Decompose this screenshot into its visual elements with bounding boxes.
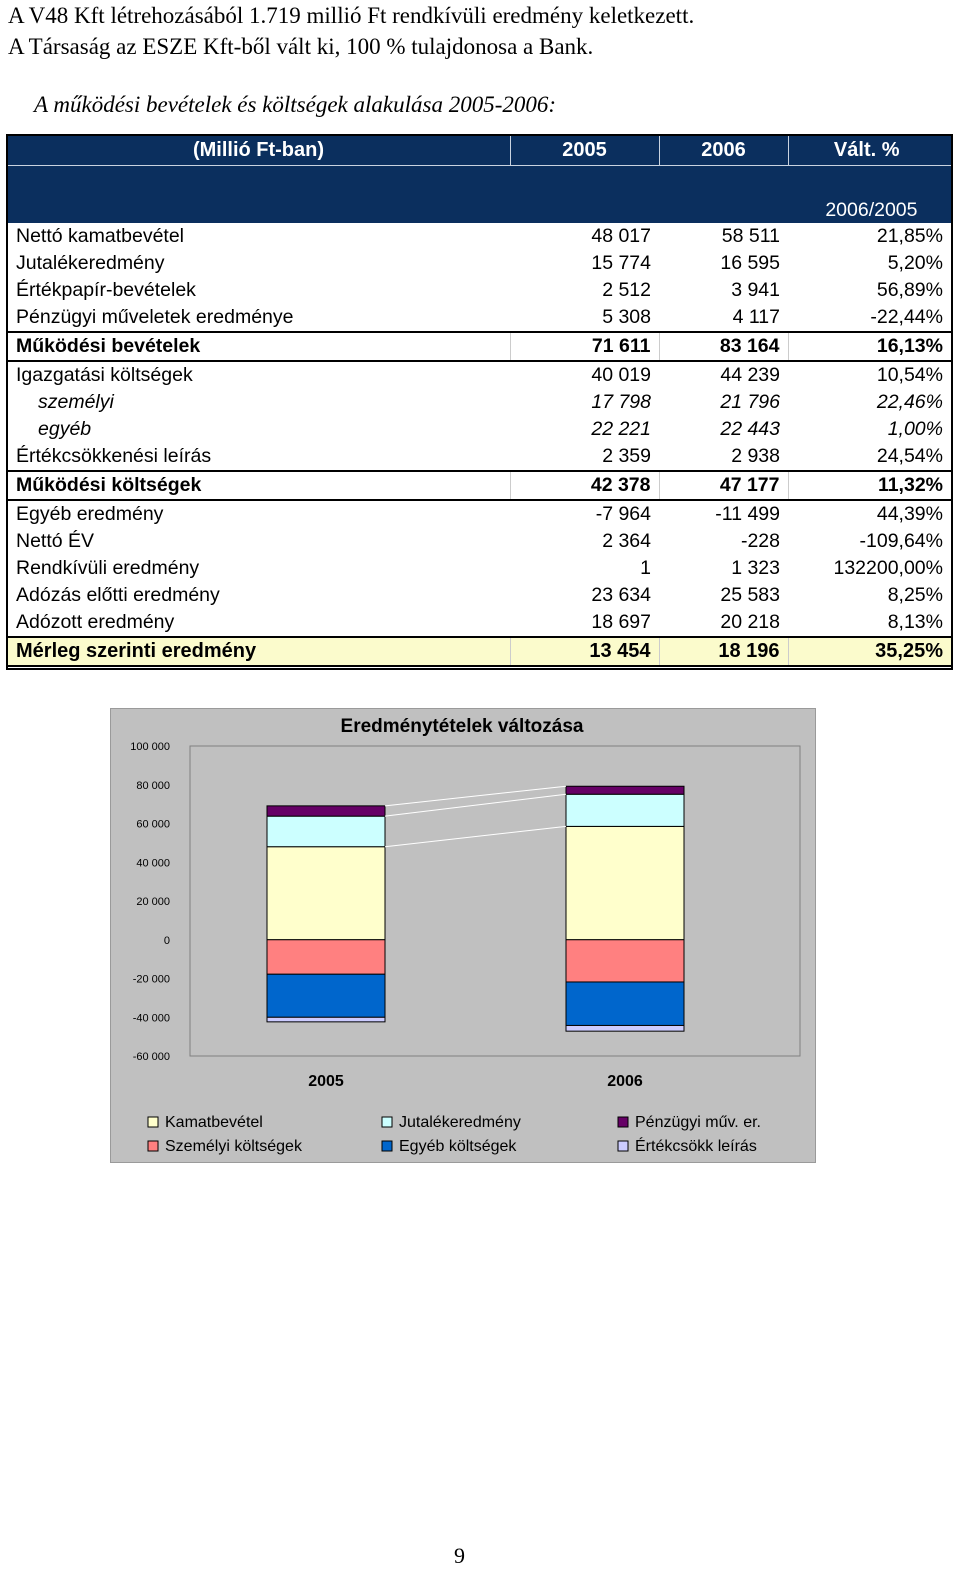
legend-swatch <box>382 1141 392 1151</box>
bar-segment <box>566 1025 684 1031</box>
table-header-row <box>7 135 952 166</box>
change-percent: 132200,00% <box>833 557 943 579</box>
row-label: Egyéb eredmény <box>16 503 164 525</box>
table-row <box>7 389 952 416</box>
table-row <box>7 277 952 304</box>
table-row <box>7 637 952 666</box>
row-label: Rendkívüli eredmény <box>16 557 200 579</box>
row-label: Mérleg szerinti eredmény <box>7 637 510 666</box>
value-2006: 58 511 <box>721 225 780 247</box>
intro-line-1: A V48 Kft létrehozásából 1.719 millió Ft rendkívüli eredmény keletkezett. <box>8 3 695 28</box>
x-category-label: 2005 <box>308 1073 344 1090</box>
legend-label: Pénzügyi műv. er. <box>635 1114 761 1131</box>
year-2005-header: 2005 <box>510 135 659 166</box>
row-label: Igazgatási költségek <box>16 364 193 386</box>
year-2006-header: 2006 <box>659 135 788 166</box>
legend-swatch <box>382 1117 392 1127</box>
value-2006: 25 583 <box>720 584 780 606</box>
row-label: Adózás előtti eredmény <box>16 584 220 606</box>
change-percent: 8,13% <box>887 611 943 633</box>
legend-label: Egyéb költségek <box>399 1138 517 1155</box>
value-2006: 47 177 <box>659 471 788 500</box>
bar-segment <box>566 786 684 794</box>
table-row <box>7 555 952 582</box>
table-body <box>7 223 952 667</box>
legend-label: Kamatbevétel <box>165 1114 263 1131</box>
x-category-label: 2006 <box>607 1073 643 1090</box>
legend-swatch <box>148 1141 158 1151</box>
y-tick-label: 40 000 <box>136 857 170 870</box>
value-2006: 3 941 <box>731 279 780 301</box>
table-row <box>7 582 952 609</box>
chart-title: Eredménytételek változása <box>340 716 584 737</box>
y-tick-label: -60 000 <box>132 1051 170 1063</box>
bar-segment <box>267 1017 385 1022</box>
legend-swatch <box>618 1141 628 1151</box>
value-2006: 21 796 <box>720 391 780 413</box>
value-2005: 71 611 <box>510 332 659 361</box>
ratio-header: 2006/2005 <box>788 166 952 223</box>
financial-table <box>6 134 953 667</box>
change-percent: 16,13% <box>788 332 952 361</box>
section-subtitle: A működési bevételek és költségek alakulása 2005-2006: <box>34 92 557 117</box>
value-2005: 2 364 <box>602 530 651 552</box>
value-2005: 23 634 <box>591 584 651 606</box>
table-row <box>7 361 952 389</box>
table-subheader-row <box>7 166 952 223</box>
change-percent: 11,32% <box>788 471 952 500</box>
bar-segment <box>267 806 385 816</box>
value-2005: 15 774 <box>591 252 651 274</box>
value-2005: 1 <box>640 557 651 579</box>
legend-label: Értékcsökk leírás <box>635 1138 757 1155</box>
table-row <box>7 250 952 277</box>
value-2006: 44 239 <box>720 364 780 386</box>
change-percent: -109,64% <box>859 530 943 552</box>
value-2005: 17 798 <box>591 391 651 413</box>
value-2006: 83 164 <box>659 332 788 361</box>
bar-segment <box>267 940 385 974</box>
table-row <box>7 443 952 471</box>
y-tick-label: -40 000 <box>132 1012 170 1025</box>
results-chart <box>110 708 816 1163</box>
value-2005: 2 359 <box>602 445 651 467</box>
row-label: Nettó kamatbevétel <box>16 225 185 247</box>
value-2005: 48 017 <box>591 225 651 247</box>
bar-segment <box>566 826 684 939</box>
row-label: Adózott eredmény <box>16 611 175 633</box>
value-2005: 5 308 <box>602 306 651 328</box>
value-2005: 13 454 <box>510 637 659 666</box>
row-label: Értékpapír-bevételek <box>16 279 196 301</box>
y-tick-label: 0 <box>163 934 170 947</box>
table-row <box>7 223 952 251</box>
value-2005: 2 512 <box>602 279 651 301</box>
bar-segment <box>267 974 385 1017</box>
change-percent: -22,44% <box>870 306 943 328</box>
row-label: személyi <box>38 391 114 413</box>
legend-swatch <box>618 1117 628 1127</box>
table-row <box>7 471 952 500</box>
row-label: egyéb <box>38 418 92 440</box>
table-row <box>7 416 952 443</box>
unit-header: (Millió Ft-ban) <box>7 135 510 166</box>
change-percent: 8,25% <box>887 584 943 606</box>
change-percent: 22,46% <box>876 391 943 413</box>
row-label: Pénzügyi műveletek eredménye <box>16 306 294 328</box>
change-percent: 21,85% <box>876 225 943 247</box>
change-percent: 44,39% <box>876 503 943 525</box>
value-2005: 18 697 <box>591 611 651 633</box>
bar-segment <box>267 847 385 940</box>
change-percent: 10,54% <box>876 364 943 386</box>
page-number: 9 <box>454 1543 465 1568</box>
value-2006: 2 938 <box>731 445 780 467</box>
value-2005: 42 378 <box>510 471 659 500</box>
value-2006: 18 196 <box>659 637 788 666</box>
y-tick-label: 20 000 <box>136 896 170 908</box>
row-label: Működési költségek <box>7 471 510 500</box>
bar-segment <box>566 940 684 982</box>
value-2005: -7 964 <box>595 503 651 525</box>
bar-segment <box>566 794 684 826</box>
y-tick-label: -20 000 <box>132 973 170 986</box>
change-percent: 56,89% <box>876 279 943 301</box>
change-percent: 5,20% <box>887 252 943 274</box>
bar-segment <box>566 982 684 1025</box>
bar-segment <box>267 816 385 847</box>
table-row <box>7 500 952 528</box>
row-label: Nettó ÉV <box>16 530 95 552</box>
value-2006: 1 323 <box>731 557 780 579</box>
change-percent: 1,00% <box>887 418 943 440</box>
change-percent: 35,25% <box>788 637 952 666</box>
change-percent: 24,54% <box>876 445 943 467</box>
y-tick-label: 80 000 <box>136 779 170 792</box>
table-row <box>7 609 952 637</box>
change-header: Vált. % <box>788 135 952 166</box>
legend-label: Jutalékeredmény <box>399 1114 521 1131</box>
row-label: Értékcsökkenési leírás <box>16 445 212 467</box>
intro-line-2: A Társaság az ESZE Kft-ből vált ki, 100 % tulajdonosa a Bank. <box>8 34 594 59</box>
value-2006: 16 595 <box>720 252 780 274</box>
row-label: Működési bevételek <box>7 332 510 361</box>
value-2006: 20 218 <box>720 611 780 633</box>
value-2005: 22 221 <box>591 418 651 440</box>
row-label: Jutalékeredmény <box>16 252 165 274</box>
y-tick-label: 60 000 <box>136 818 170 831</box>
value-2006: -228 <box>740 530 780 552</box>
value-2006: 22 443 <box>720 418 780 440</box>
table-row <box>7 332 952 361</box>
legend-swatch <box>148 1117 158 1127</box>
legend-label: Személyi költségek <box>165 1138 302 1155</box>
value-2006: 4 117 <box>732 306 780 328</box>
value-2005: 40 019 <box>591 364 651 386</box>
table-row <box>7 304 952 332</box>
intro-text <box>8 0 694 62</box>
y-tick-label: 100 000 <box>130 741 170 753</box>
table-row <box>7 528 952 555</box>
value-2006: -11 499 <box>715 503 780 525</box>
